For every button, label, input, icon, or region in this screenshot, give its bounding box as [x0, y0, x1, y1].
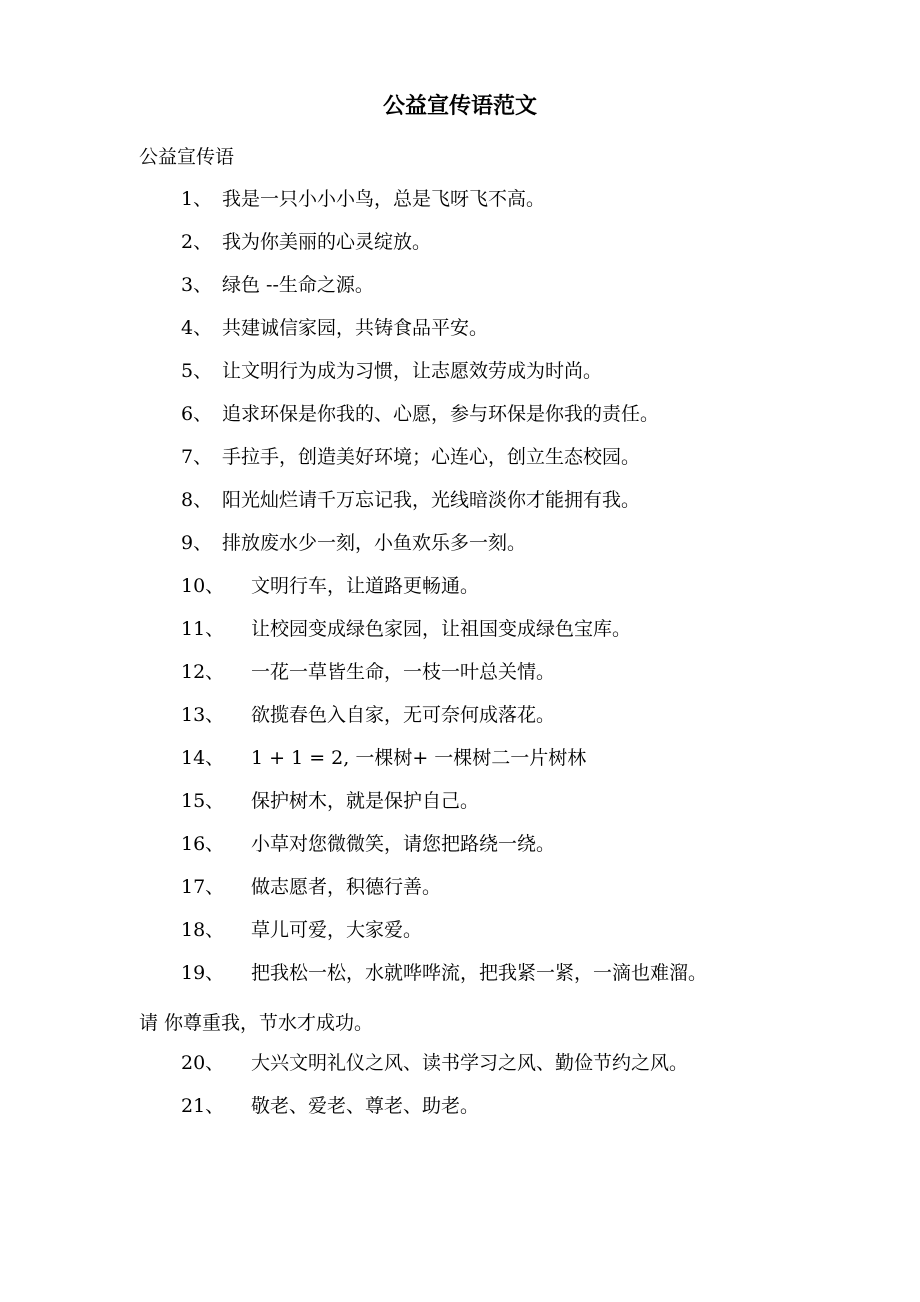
item-text: 做志愿者，积德行善。	[251, 876, 442, 898]
list-item	[0, 1091, 920, 1134]
list-item	[0, 313, 920, 356]
item-text: 大兴文明礼仪之风、读书学习之风、勤俭节约之风。	[251, 1052, 689, 1074]
list-item	[0, 743, 920, 786]
item-number: 19、	[181, 962, 225, 984]
item-number: 7、	[181, 446, 213, 468]
list-item	[0, 227, 920, 270]
list-item	[0, 614, 920, 657]
item-number: 1、	[181, 188, 213, 210]
item-number: 3、	[181, 274, 213, 296]
item-text: 文明行车，让道路更畅通。	[251, 575, 480, 597]
list-item	[0, 270, 920, 313]
list-item	[0, 485, 920, 528]
item-text: 保护树木，就是保护自己。	[251, 790, 480, 812]
list-item	[0, 872, 920, 915]
section-heading: 公益宣传语	[139, 146, 235, 168]
item-text: 绿色 --生命之源。	[222, 274, 374, 296]
list-item	[0, 657, 920, 700]
item-continuation-text: 请 你尊重我，节水才成功。	[139, 1012, 374, 1034]
item-text: 让文明行为成为习惯，让志愿效劳成为时尚。	[222, 360, 603, 382]
list-item	[0, 700, 920, 743]
item-text: 共建诚信家园，共铸食品平安。	[222, 317, 489, 339]
list-item	[0, 786, 920, 829]
item-number: 18、	[181, 919, 225, 941]
list-item	[0, 184, 920, 227]
list-item	[0, 958, 920, 1001]
item-number: 21、	[181, 1095, 225, 1117]
item-number: 5、	[181, 360, 213, 382]
item-text: 一花一草皆生命，一枝一叶总关情。	[251, 661, 556, 683]
item-number: 16、	[181, 833, 225, 855]
item-text: 欲揽春色入自家，无可奈何成落花。	[251, 704, 556, 726]
list-item	[0, 528, 920, 571]
item-text: 我为你美丽的心灵绽放。	[222, 231, 432, 253]
item-number: 20、	[181, 1052, 225, 1074]
item-number: 2、	[181, 231, 213, 253]
list-item	[0, 442, 920, 485]
list-item	[0, 829, 920, 872]
list-item	[0, 356, 920, 399]
list-item	[0, 571, 920, 614]
slogan-list-continued	[0, 1048, 920, 1134]
item-number: 8、	[181, 489, 213, 511]
item-number: 10、	[181, 575, 225, 597]
item-number: 6、	[181, 403, 213, 425]
item-number: 4、	[181, 317, 213, 339]
item-text: 手拉手，创造美好环境；心连心，创立生态校园。	[222, 446, 641, 468]
item-text: 1 + 1 = 2, 一棵树+ 一棵树二一片树林	[251, 747, 587, 769]
item-text: 让校园变成绿色家园，让祖国变成绿色宝库。	[251, 618, 632, 640]
item-number: 9、	[181, 532, 213, 554]
item-number: 12、	[181, 661, 225, 683]
item-text: 追求环保是你我的、心愿，参与环保是你我的责任。	[222, 403, 660, 425]
item-number: 11、	[181, 618, 225, 640]
item-number: 14、	[181, 747, 225, 769]
item-text: 我是一只小小小鸟，总是飞呀飞不高。	[222, 188, 546, 210]
item-text: 把我松一松，水就哗哗流，把我紧一紧，一滴也难溜。	[251, 962, 708, 984]
item-number: 17、	[181, 876, 225, 898]
item-text: 草儿可爱，大家爱。	[251, 919, 423, 941]
list-item	[0, 915, 920, 958]
item-text: 敬老、爱老、尊老、助老。	[251, 1095, 480, 1117]
page-title: 公益宣传语范文	[382, 93, 537, 119]
list-item	[0, 399, 920, 442]
item-text: 小草对您微微笑，请您把路绕一绕。	[251, 833, 556, 855]
list-item	[0, 1048, 920, 1091]
item-text: 排放废水少一刻，小鱼欢乐多一刻。	[222, 532, 527, 554]
item-text: 阳光灿烂请千万忘记我，光线暗淡你才能拥有我。	[222, 489, 641, 511]
slogan-list	[0, 184, 920, 1001]
item-number: 13、	[181, 704, 225, 726]
item-number: 15、	[181, 790, 225, 812]
